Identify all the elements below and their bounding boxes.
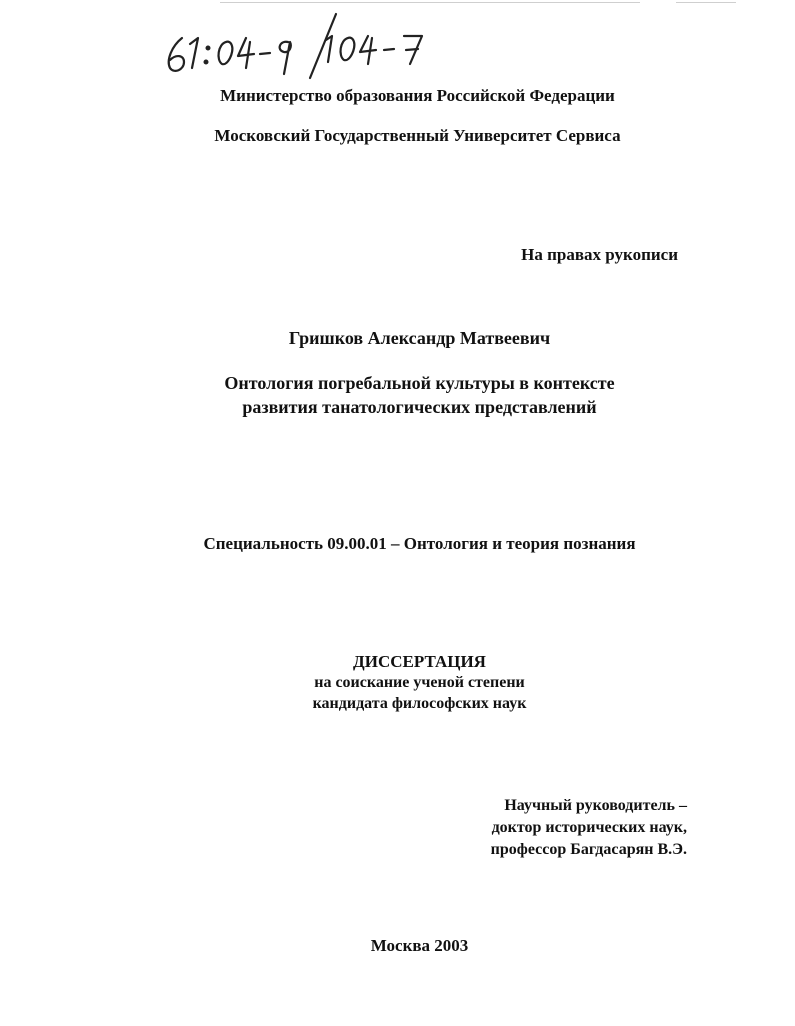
thesis-title-line-1: Онтология погребальной культуры в контексте	[224, 373, 615, 393]
supervisor-name: профессор Багдасарян В.Э.	[490, 841, 687, 858]
scan-artifact-line	[220, 2, 640, 3]
supervisor-role: Научный руководитель –	[504, 797, 687, 814]
author-name: Гришков Александр Матвеевич	[288, 328, 551, 348]
degree-line-2: кандидата философских наук	[312, 695, 527, 712]
city-year: Москва 2003	[370, 936, 469, 955]
scan-artifact-line	[676, 2, 736, 3]
handwritten-archive-number	[160, 8, 430, 83]
thesis-title-line-2: развития танатологических представлений	[242, 397, 597, 417]
supervisor-block	[491, 795, 687, 861]
specialty: Специальность 09.00.01 – Онтология и теория познания	[203, 534, 636, 553]
dissertation-heading: ДИССЕРТАЦИЯ	[353, 652, 486, 671]
university-name: Московский Государственный Университет Сервиса	[214, 126, 621, 145]
supervisor-degree: доктор исторических наук,	[491, 819, 687, 836]
rights-notice: На правах рукописи	[521, 245, 678, 264]
ministry-name: Министерство образования Российской Федерации	[220, 86, 615, 105]
degree-line-1: на соискание ученой степени	[314, 674, 525, 691]
